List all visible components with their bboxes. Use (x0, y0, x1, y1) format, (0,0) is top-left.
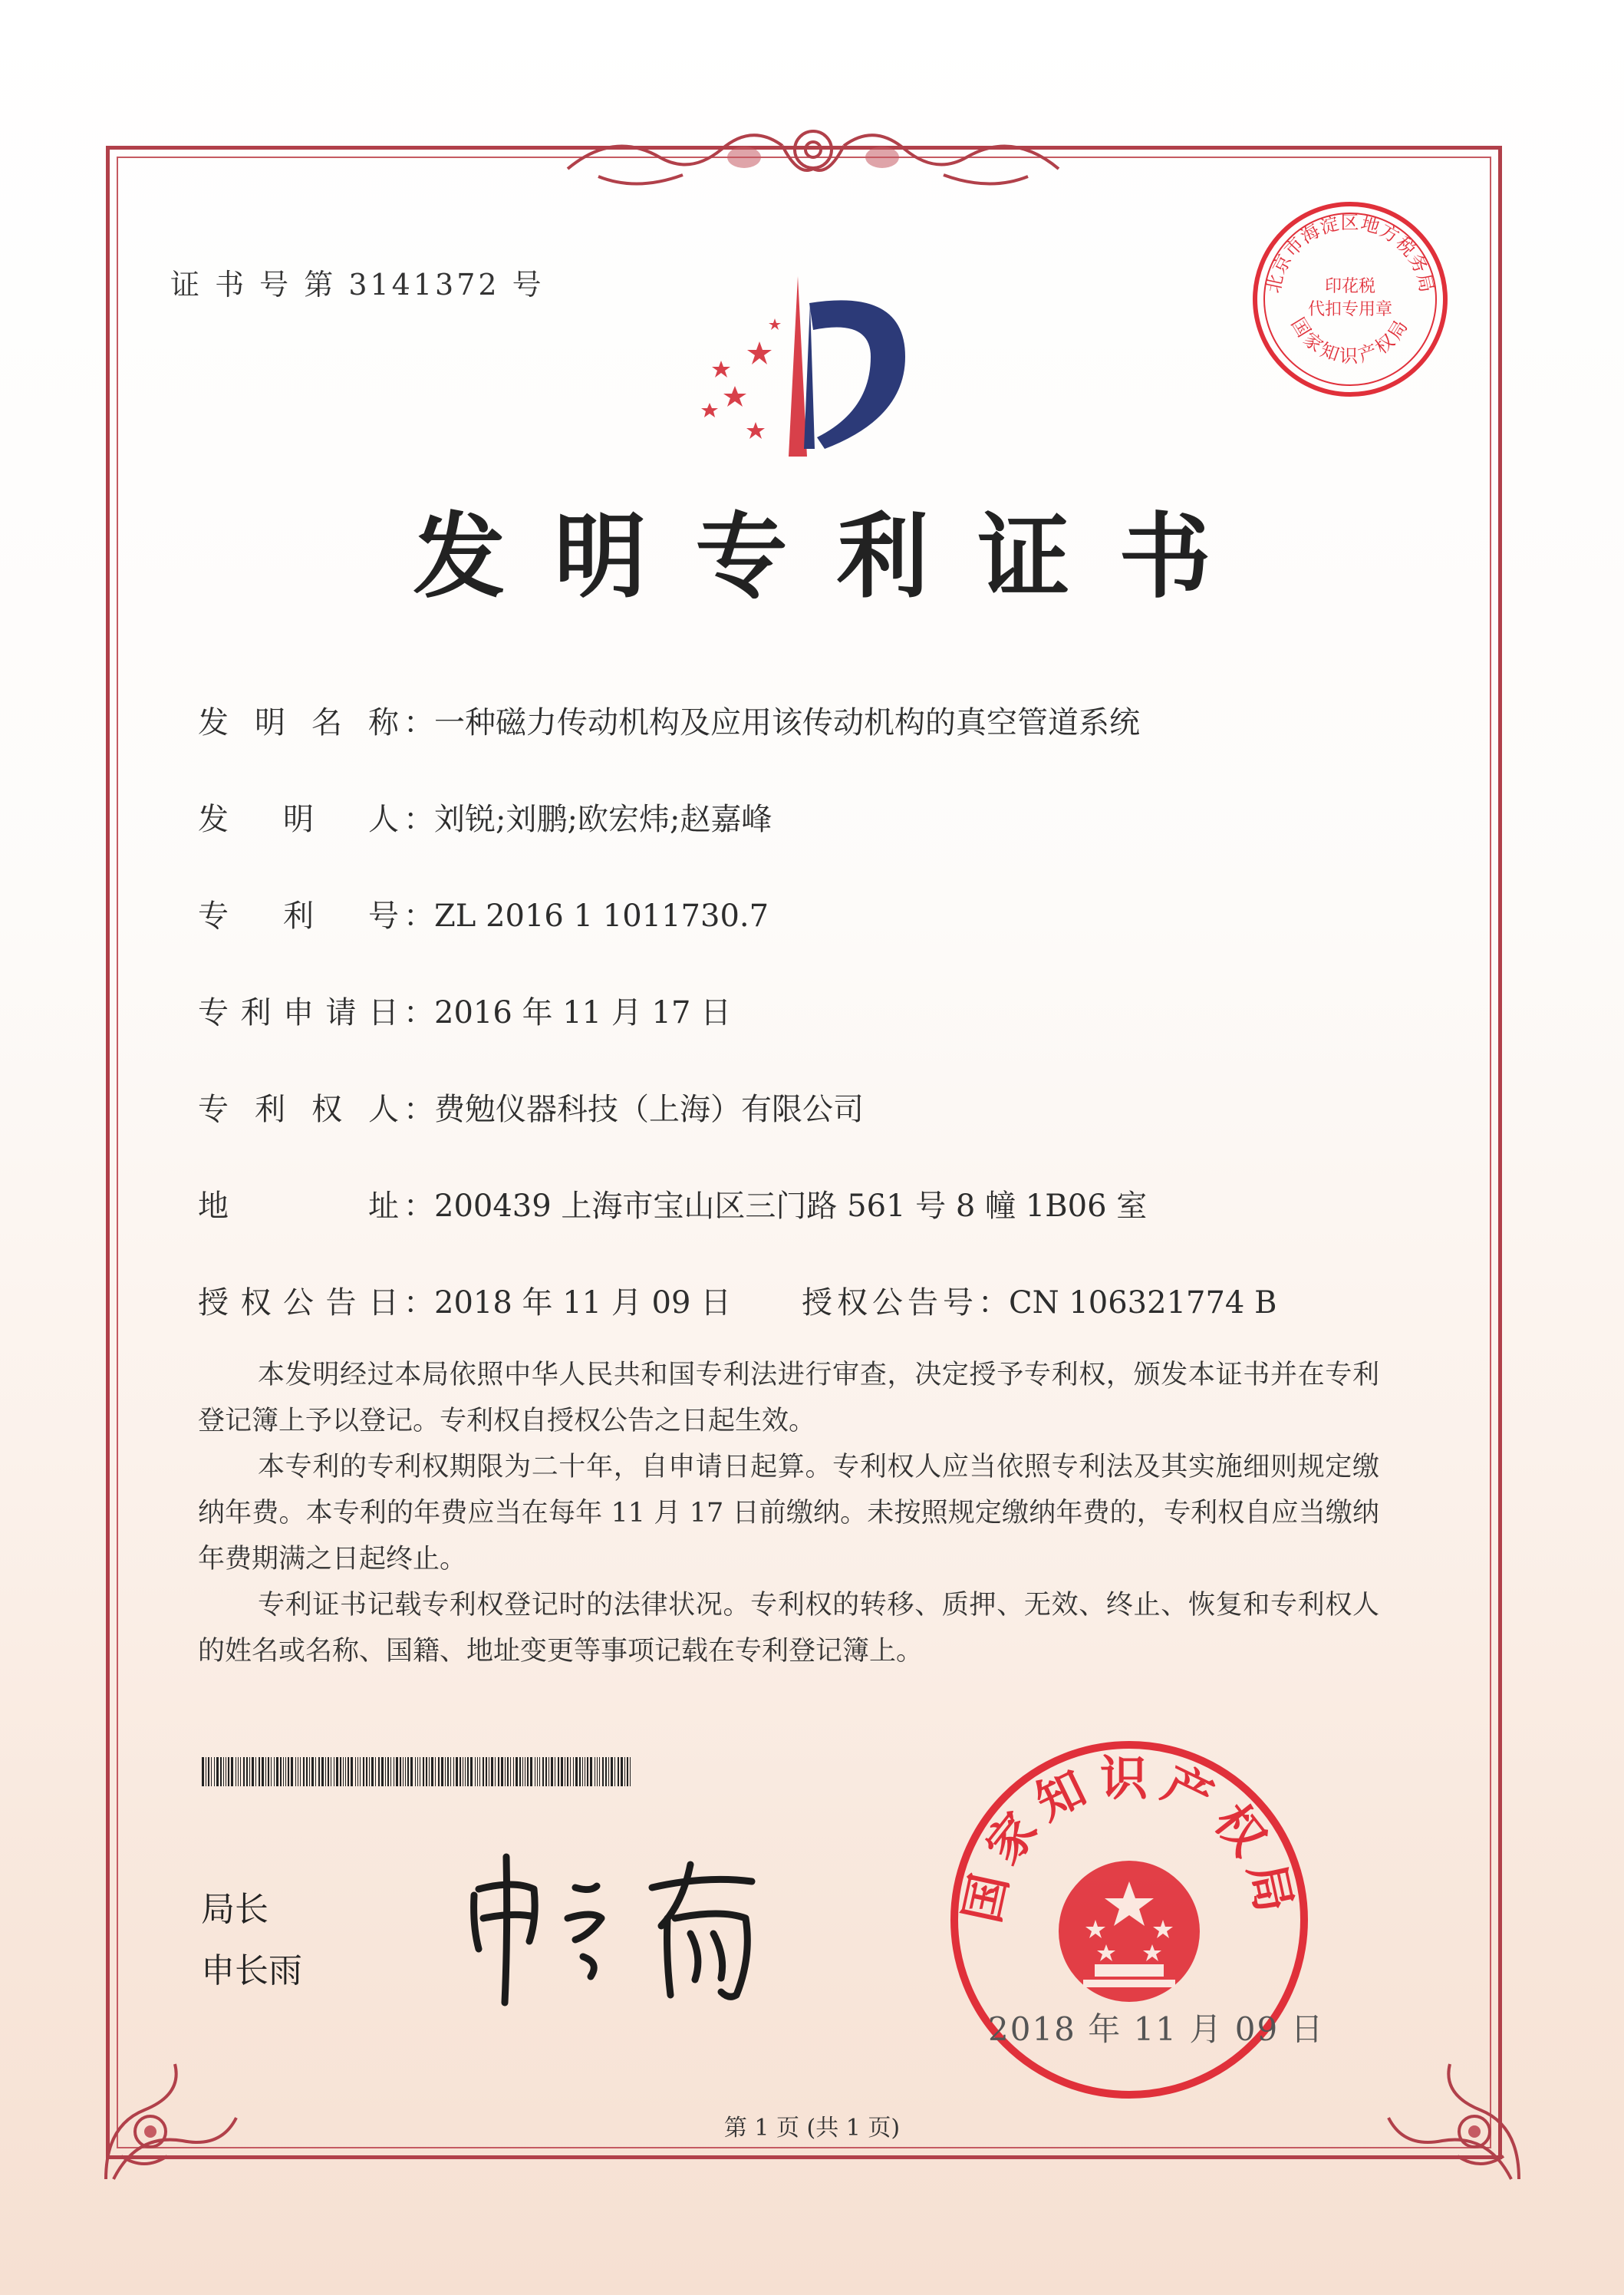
barcode-bar (243, 1757, 245, 1786)
barcode-bar (456, 1757, 458, 1786)
barcode-bar (627, 1757, 628, 1786)
barcode-bar (548, 1757, 549, 1786)
barcode-bar (453, 1757, 454, 1786)
barcode-bar (357, 1757, 358, 1786)
barcode-bar (587, 1757, 588, 1786)
field-patentee: 专利权人 ：费勉仪器科技（上海）有限公司 (198, 1085, 864, 1129)
field-value: 2016 年 11 月 17 日 (434, 995, 732, 1030)
body-paragraph-2: 本专利的专利权期限为二十年，自申请日起算。专利权人应当依照专利法及其实施细则规定缴纳年费。本专利的年费应当在每年 11 月 17 日前缴纳。未按照规定缴纳年费的，专利权自应当缴纳年费期满之日起终止。 (198, 1452, 1379, 1575)
barcode-bar (385, 1757, 386, 1786)
barcode-bar (274, 1757, 275, 1786)
barcode-bar (551, 1757, 553, 1786)
barcode-bar (567, 1757, 568, 1786)
barcode-bar (280, 1757, 282, 1786)
field-address: 地址 ：200439 上海市宝山区三门路 561 号 8 幢 1B06 室 (198, 1182, 1147, 1225)
barcode-bar (291, 1757, 293, 1786)
field-value: 200439 上海市宝山区三门路 561 号 8 幢 1B06 室 (434, 1189, 1148, 1224)
barcode-bar (249, 1757, 250, 1786)
cnipa-logo (675, 272, 928, 464)
barcode-bar (211, 1757, 212, 1786)
barcode-bar (375, 1757, 376, 1786)
field-label: 专利权人 (198, 1092, 399, 1127)
barcode-bar (343, 1757, 344, 1786)
barcode-bar (501, 1757, 503, 1786)
field-value: 费勉仪器科技（上海）有限公司 (434, 1092, 864, 1127)
barcode-bar (465, 1757, 466, 1786)
barcode-bar (309, 1757, 310, 1786)
national-emblem (1059, 1861, 1200, 2002)
barcode-bar (271, 1757, 272, 1786)
barcode-bar (288, 1757, 289, 1786)
barcode-bar (624, 1757, 625, 1786)
field-label: 授权公告号 (802, 1285, 978, 1321)
barcode-bar (348, 1757, 349, 1786)
barcode-bar (470, 1757, 473, 1786)
barcode-bar (447, 1757, 449, 1786)
barcode-bar (542, 1757, 544, 1786)
barcode-bar (507, 1757, 509, 1786)
barcode-bar (396, 1757, 398, 1786)
barcode-bar (545, 1757, 547, 1786)
field-label: 发明人 (198, 802, 399, 837)
barcode-bar (238, 1757, 239, 1786)
barcode-bar (467, 1757, 469, 1786)
barcode-bar (599, 1757, 600, 1786)
barcode-bar (505, 1757, 506, 1786)
barcode-bar (315, 1757, 316, 1786)
tax-stamp-outer-text: 北京市海淀区地方税务局 (1262, 212, 1438, 295)
barcode-bar (510, 1757, 511, 1786)
barcode-bar (570, 1757, 571, 1786)
barcode-bar (240, 1757, 241, 1786)
barcode-bar (276, 1757, 278, 1786)
barcode-bar (450, 1757, 451, 1786)
barcode-bar (475, 1757, 476, 1786)
field-label: 专利号 (198, 899, 399, 934)
barcode-bar (387, 1757, 389, 1786)
director-title: 局长 (201, 1890, 268, 1929)
barcode-bar (435, 1757, 436, 1786)
barcode-bar (223, 1757, 224, 1786)
field-grant-number: 授权公告号：CN 106321774 B (802, 1285, 1277, 1321)
page-number: 第 1 页 (共 1 页) (723, 2115, 901, 2142)
field-inventors: 发明人 ：刘锐;刘鹏;欧宏炜;赵嘉峰 (198, 795, 772, 839)
field-label: 专利申请日 (198, 995, 399, 1030)
barcode-bar (483, 1757, 484, 1786)
barcode-bar (486, 1757, 487, 1786)
barcode-bar (527, 1757, 529, 1786)
barcode-bar (321, 1757, 324, 1786)
field-label: 地址 (198, 1189, 399, 1224)
barcode-bar (407, 1757, 409, 1786)
barcode-bar (355, 1757, 356, 1786)
barcode-bar (216, 1757, 219, 1786)
barcode-bar (438, 1757, 440, 1786)
barcode-bar (340, 1757, 341, 1786)
barcode-bar (405, 1757, 406, 1786)
barcode-bar (285, 1757, 286, 1786)
barcode-bar (360, 1757, 361, 1786)
barcode-bar (575, 1757, 578, 1786)
barcode-bar (460, 1757, 461, 1786)
svg-text:国家知识产权局 (1286, 314, 1413, 367)
barcode-bar (220, 1757, 222, 1786)
barcode-bar (246, 1757, 248, 1786)
barcode-bar (573, 1757, 574, 1786)
barcode-bar (630, 1757, 631, 1786)
barcode-bar (381, 1757, 384, 1786)
barcode-bar (530, 1757, 532, 1786)
barcode-bar (495, 1757, 496, 1786)
barcode-bar (415, 1757, 416, 1786)
tax-stamp-line-2: 代扣专用章 (1307, 300, 1393, 319)
barcode-bar (579, 1757, 581, 1786)
tax-stamp-bottom-text: 国家知识产权局 (1286, 314, 1414, 367)
barcode-bar (351, 1757, 353, 1786)
barcode-bar (445, 1757, 446, 1786)
barcode-bar (400, 1757, 401, 1786)
barcode-bar (228, 1757, 229, 1786)
barcode-bar (202, 1757, 204, 1786)
barcode-bar (498, 1757, 499, 1786)
barcode-bar (262, 1757, 264, 1786)
barcode-bar (303, 1757, 305, 1786)
barcode-bar (513, 1757, 514, 1786)
certificate-number: 证 书 号 第 3141372 号 (170, 268, 545, 302)
barcode-bar (429, 1757, 430, 1786)
barcode-bar (311, 1757, 314, 1786)
barcode-bar (306, 1757, 308, 1786)
barcode-bar (378, 1757, 380, 1786)
body-paragraph-1: 本发明经过本局依照中华人民共和国专利法进行审查，决定授予专利权，颁发本证书并在专利登记簿上予以登记。专利权自授权公告之日起生效。 (198, 1360, 1379, 1436)
barcode-bar (268, 1757, 269, 1786)
barcode-bar (318, 1757, 320, 1786)
top-ornament (552, 115, 1074, 199)
body-paragraph-3: 专利证书记载专利权登记时的法律状况。专利权的转移、质押、无效、终止、恢复和专利权人的姓名或名称、国籍、地址变更等事项记载在专利登记簿上。 (198, 1590, 1379, 1667)
barcode-bar (265, 1757, 266, 1786)
field-label: 授权公告日 (198, 1285, 399, 1321)
barcode-bar (516, 1757, 518, 1786)
barcode-bar (366, 1757, 367, 1786)
barcode-bar (300, 1757, 301, 1786)
field-application-date: 专利申请日 ：2016 年 11 月 17 日 (198, 988, 731, 1032)
certificate-title: 发明专利证书 (413, 503, 1260, 611)
barcode-bar (491, 1757, 493, 1786)
field-label: 发明名称 (198, 705, 399, 740)
barcode-bar (614, 1757, 615, 1786)
barcode-bar (605, 1757, 607, 1786)
official-seal-text: 国家知识产权局 (954, 1750, 1305, 1928)
barcode-bar (345, 1757, 346, 1786)
barcode-bar (611, 1757, 613, 1786)
field-value: 一种磁力传动机构及应用该传动机构的真空管道系统 (434, 705, 1140, 740)
barcode-bar (371, 1757, 374, 1786)
barcode-bar (259, 1757, 260, 1786)
field-value: 2018 年 11 月 09 日 (434, 1285, 732, 1321)
barcode-bar (539, 1757, 540, 1786)
barcode-bar (582, 1757, 583, 1786)
barcode-bar (479, 1757, 480, 1786)
barcode-bar (295, 1757, 296, 1786)
barcode-bar (390, 1757, 391, 1786)
barcode-bar (403, 1757, 404, 1786)
barcode-bar (417, 1757, 418, 1786)
barcode-bar (561, 1757, 563, 1786)
barcode-bar (431, 1757, 433, 1786)
barcode-bar (618, 1757, 619, 1786)
barcode-bar (426, 1757, 427, 1786)
barcode-bar (363, 1757, 364, 1786)
barcode-bar (252, 1757, 254, 1786)
barcode-bar (519, 1757, 521, 1786)
barcode-bar (602, 1757, 604, 1786)
barcode-bar (283, 1757, 284, 1786)
field-value: CN 106321774 B (1009, 1285, 1277, 1321)
barcode-bar (325, 1757, 326, 1786)
barcode-bar (597, 1757, 598, 1786)
barcode-bar (608, 1757, 609, 1786)
barcode-bar (621, 1757, 623, 1786)
barcode-bar (336, 1757, 338, 1786)
barcode-bar (477, 1757, 478, 1786)
barcode-bar (423, 1757, 424, 1786)
field-patent-number: 专利号 ：ZL 2016 1 1011730.7 (198, 892, 769, 935)
barcode-bar (255, 1757, 256, 1786)
barcode-bar (410, 1757, 413, 1786)
field-value: 刘锐;刘鹏;欧宏炜;赵嘉峰 (434, 802, 772, 837)
tax-stamp-line-1: 印花税 (1324, 277, 1376, 296)
field-invention-name: 发明名称 ：一种磁力传动机构及应用该传动机构的真空管道系统 (198, 698, 1140, 742)
barcode-bar (369, 1757, 370, 1786)
barcode (202, 1757, 639, 1786)
director-signature (460, 1842, 813, 2010)
tax-stamp (1249, 198, 1451, 401)
barcode-bar (214, 1757, 215, 1786)
barcode-bar (441, 1757, 443, 1786)
director-name: 申长雨 (201, 1951, 302, 1990)
barcode-bar (558, 1757, 559, 1786)
barcode-bar (522, 1757, 523, 1786)
field-value: ZL 2016 1 1011730.7 (434, 899, 769, 934)
barcode-bar (328, 1757, 329, 1786)
barcode-bar (231, 1757, 233, 1786)
barcode-bar (590, 1757, 592, 1786)
barcode-bar (208, 1757, 209, 1786)
barcode-bar (537, 1757, 538, 1786)
seal-date: 2018 年 11 月 09 日 (988, 2010, 1325, 2048)
field-grant-date: 授权公告日 ：2018 年 11 月 09 日 (198, 1278, 731, 1322)
